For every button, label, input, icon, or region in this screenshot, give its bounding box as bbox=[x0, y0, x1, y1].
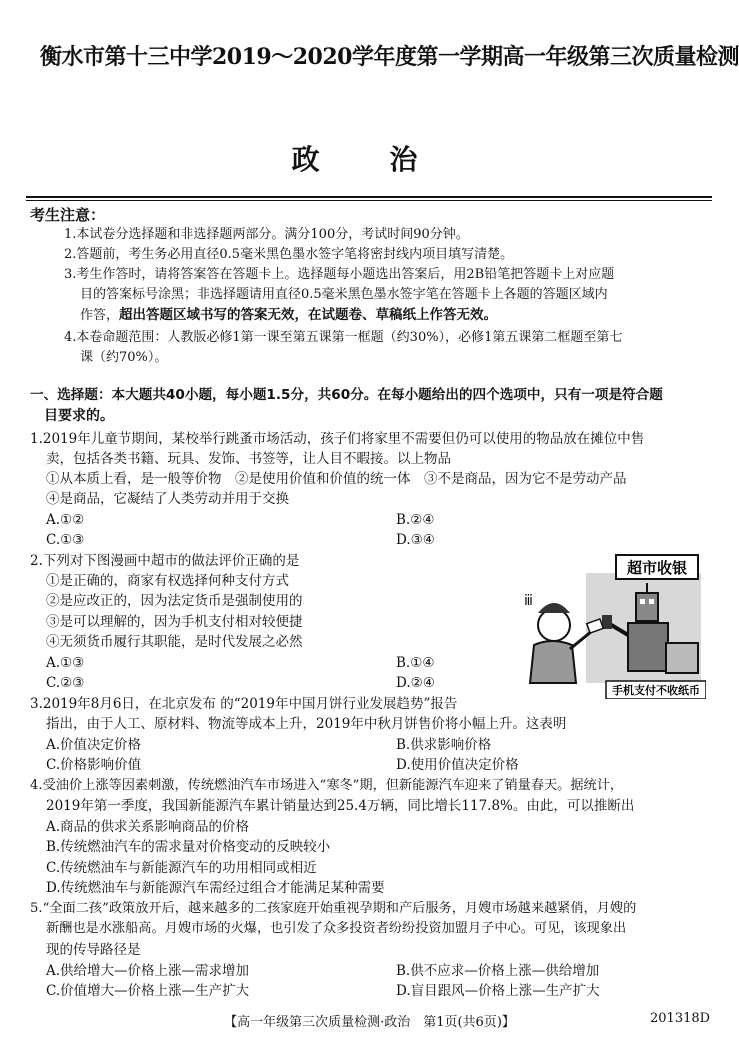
notice-item: 3.考生作答时，请将答案答在答题卡上。选择题每小题选出答案后，用2B铅笔把答题卡上对应题 bbox=[64, 267, 615, 282]
q2-option-c: C.②③ bbox=[46, 675, 85, 691]
q1-option-c: C.①③ bbox=[46, 532, 85, 548]
section-heading-line: 目要求的。 bbox=[44, 408, 114, 424]
notice-item-text: 作答， bbox=[80, 308, 120, 323]
subject-title: 政 治 bbox=[291, 143, 448, 176]
page-footer: 【高一年级第三次质量检测·政治 第1页(共6页)】 bbox=[224, 1015, 515, 1030]
q2-stem: 2.下列对下图漫画中超市的做法评价正确的是 bbox=[30, 553, 300, 569]
q2-statement: ②是应改正的，因为法定货币是强制使用的 bbox=[46, 593, 303, 609]
notice-item: 2.答题前，考生务必用直径0.5毫米黑色墨水签字笔将密封线内项目填写清楚。 bbox=[64, 247, 514, 262]
q3-option-b: B.供求影响价格 bbox=[396, 737, 492, 753]
q2-statement: ④无须货币履行其职能，是时代发展之必然 bbox=[46, 634, 303, 650]
q3-option-a: A.价值决定价格 bbox=[46, 737, 142, 753]
q2-option-b: B.①④ bbox=[396, 655, 435, 671]
q1-stem: 卖，包括各类书籍、玩具、发饰、书签等，让人目不暇接。以上物品 bbox=[46, 451, 451, 467]
q1-statements: ④是商品，它凝结了人类劳动并用于交换 bbox=[46, 491, 289, 507]
q4-option-c: C.传统燃油车与新能源汽车的功用相同或相近 bbox=[46, 860, 317, 876]
q4-stem: 2019年第一季度，我国新能源汽车累计销量达到25.4万辆，同比增长117.8%。由此，可以推断出 bbox=[46, 798, 635, 814]
q5-stem: 现的传导路径是 bbox=[46, 942, 141, 958]
notice-item: 课（约70%）。 bbox=[80, 350, 168, 365]
q3-stem: 3.2019年8月6日，在北京发布 的“2019年中国月饼行业发展趋势”报告 bbox=[30, 696, 458, 712]
q4-option-b: B.传统燃油汽车的需求量对价格变动的反映较小 bbox=[46, 839, 331, 855]
section-heading bbox=[30, 385, 710, 427]
q5-stem: 新酬也是水涨船高。月嫂市场的火爆，也引发了众多投资者纷纷投资加盟月子中心。可见，该现象出 bbox=[46, 921, 627, 936]
divider bbox=[26, 196, 712, 198]
section-heading-line: 一、选择题：本大题共40小题，每小题1.5分，共60分。在每小题给出的四个选项中，只有一项是符合题 bbox=[30, 387, 663, 403]
q2-option-d: D.②④ bbox=[396, 675, 435, 691]
notice-item: 目的答案标号涂黑；非选择题请用直径0.5毫米黑色墨水签字笔在答题卡上各题的答题区域内 bbox=[80, 287, 608, 302]
q4-stem: 4.受油价上涨等因素刺激，传统燃油汽车市场进入“寒冬”期，但新能源汽车迎来了销量春天。据统计， bbox=[30, 778, 624, 793]
cartoon-sign-text: 超市收银 bbox=[626, 559, 688, 577]
q1-option-b: B.②④ bbox=[396, 512, 435, 528]
notice-item: 1.本试卷分选择题和非选择题两部分。满分100分，考试时间90分钟。 bbox=[64, 227, 469, 242]
q5-option-b: B.供不应求—价格上涨—供给增加 bbox=[396, 963, 600, 979]
q4-option-a: A.商品的供求关系影响商品的价格 bbox=[46, 819, 250, 835]
divider bbox=[26, 200, 712, 201]
q5-option-c: C.价值增大—价格上涨—生产扩大 bbox=[46, 983, 250, 999]
paper-code: 201318D bbox=[650, 1011, 711, 1026]
q5-stem: 5.“全面二孩”政策放开后，越来越多的二孩家庭开始重视孕期和产后服务，月嫂市场越来越紧俏，月嫂的 bbox=[30, 901, 637, 916]
q5-option-d: D.盲目跟风—价格上涨—生产扩大 bbox=[396, 983, 600, 999]
q2-statement: ①是正确的，商家有权选择何种支付方式 bbox=[46, 573, 289, 589]
cartoon-illustration bbox=[516, 553, 706, 699]
cartoon-image bbox=[516, 553, 706, 699]
exam-title: 衡水市第十三中学2019～2020学年度第一学期高一年级第三次质量检测 bbox=[40, 44, 739, 70]
notice-emphasis: 超出答题区域书写的答案无效，在试题卷、草稿纸上作答无效。 bbox=[119, 307, 498, 323]
q2-option-a: A.①③ bbox=[46, 655, 85, 671]
cartoon-caption: 手机支付不收纸币 bbox=[612, 684, 700, 697]
notice-item: 4.本卷命题范围：人教版必修1第一课至第五课第一框题（约30%），必修1第五课第二框题至第七 bbox=[64, 330, 623, 345]
q3-stem: 指出，由于人工、原材料、物流等成本上升，2019年中秋月饼售价将小幅上升。这表明 bbox=[46, 716, 567, 732]
notice-title: 考生注意： bbox=[30, 206, 106, 224]
q1-option-a: A.①② bbox=[46, 512, 85, 528]
q2-statement: ③是可以理解的，因为手机支付相对较便捷 bbox=[46, 614, 303, 630]
q5-option-a: A.供给增大—价格上涨—需求增加 bbox=[46, 963, 250, 979]
q1-stem: 1.2019年儿童节期间，某校举行跳蚤市场活动，孩子们将家里不需要但仍可以使用的物品放在摊位中售 bbox=[30, 431, 645, 447]
notice-item bbox=[80, 305, 497, 326]
q1-statements: ①从本质上看，是一般等价物 ②是使用价值和价值的统一体 ③不是商品，因为它不是劳动产品 bbox=[46, 471, 627, 487]
q1-option-d: D.③④ bbox=[396, 532, 435, 548]
svg-text:ⅲ: ⅲ bbox=[524, 593, 533, 609]
q3-option-c: C.价格影响价值 bbox=[46, 757, 142, 773]
q3-option-d: D.使用价值决定价格 bbox=[396, 757, 519, 773]
q4-option-d: D.传统燃油车与新能源汽车需经过组合才能满足某种需要 bbox=[46, 880, 385, 896]
